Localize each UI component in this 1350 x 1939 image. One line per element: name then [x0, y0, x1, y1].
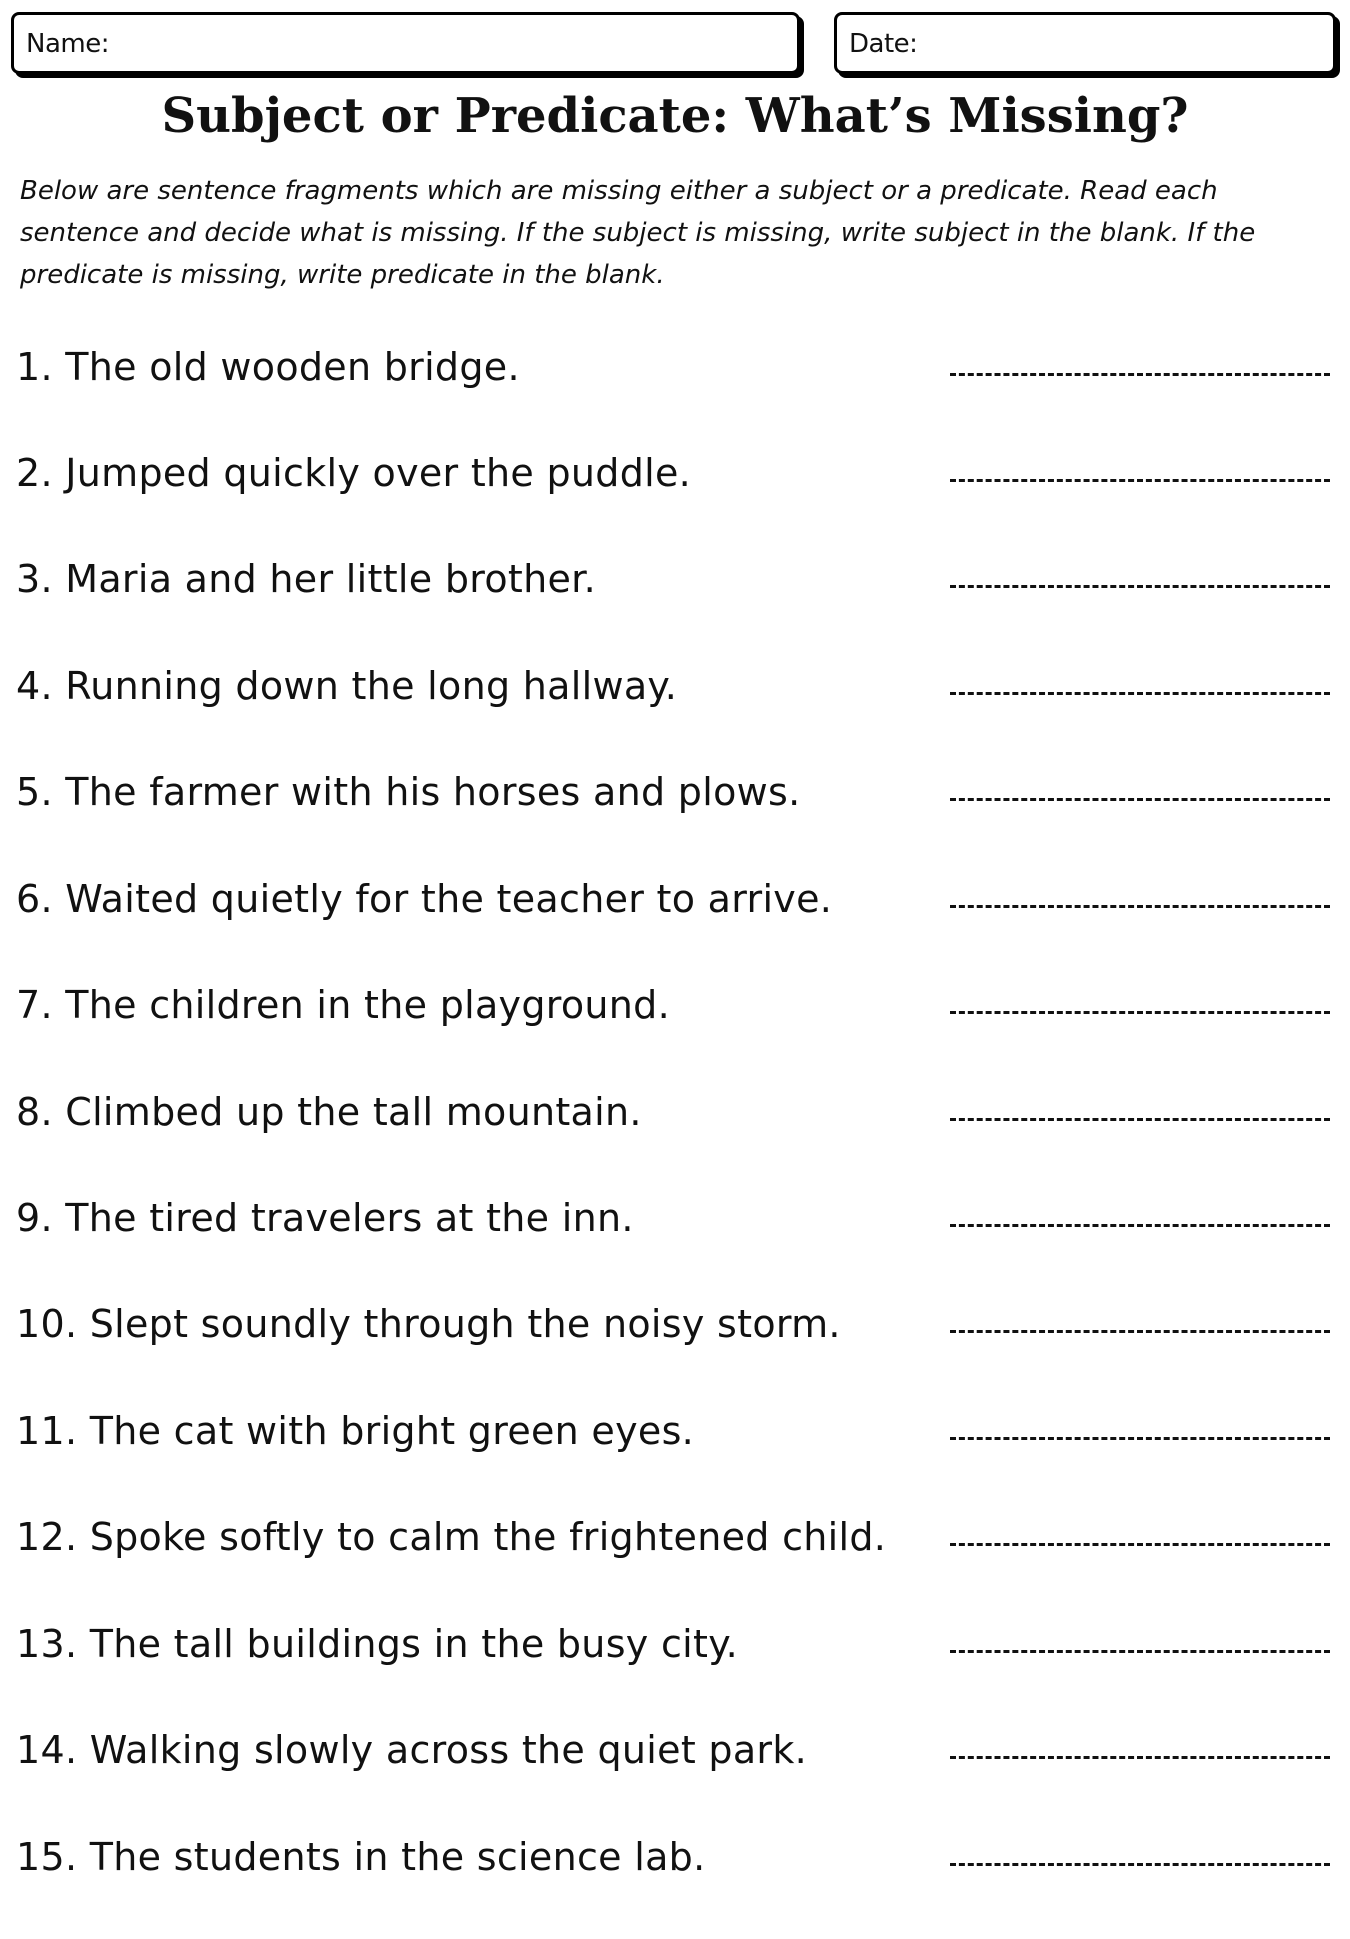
question-text: 3. Maria and her little brother. [16, 557, 596, 601]
question-item [0, 555, 1350, 661]
answer-blank[interactable] [950, 1118, 1330, 1121]
answer-blank[interactable] [950, 1224, 1330, 1227]
question-text: 4. Running down the long hallway. [16, 664, 678, 708]
question-text: 14. Walking slowly across the quiet park. [16, 1728, 808, 1772]
answer-blank[interactable] [950, 1330, 1330, 1333]
question-text: 10. Slept soundly through the noisy storm. [16, 1302, 841, 1346]
question-text: 8. Climbed up the tall mountain. [16, 1090, 642, 1134]
question-item [0, 981, 1350, 1087]
date-label: Date: [849, 29, 918, 59]
question-item [0, 662, 1350, 768]
answer-blank[interactable] [950, 905, 1330, 908]
question-item [0, 1726, 1350, 1832]
question-text: 13. The tall buildings in the busy city. [16, 1622, 738, 1666]
question-item [0, 1088, 1350, 1194]
question-text: 6. Waited quietly for the teacher to arrive. [16, 877, 833, 921]
question-text: 1. The old wooden bridge. [16, 345, 520, 389]
question-item [0, 875, 1350, 981]
question-item [0, 1833, 1350, 1939]
name-label: Name: [26, 29, 109, 59]
question-item [0, 1620, 1350, 1726]
answer-blank[interactable] [950, 1863, 1330, 1866]
answer-blank[interactable] [950, 1756, 1330, 1759]
question-text: 12. Spoke softly to calm the frightened child. [16, 1515, 887, 1559]
question-text: 5. The farmer with his horses and plows. [16, 770, 801, 814]
date-field[interactable] [834, 12, 1336, 74]
instructions: Below are sentence fragments which are missing either a subject or a predicate. Read each sentence and decide what is missing. If the subject is missing, write subject in the blank. If the predicate is missing, write predicate in the blank. [20, 176, 1256, 290]
answer-blank[interactable] [950, 585, 1330, 588]
answer-blank[interactable] [950, 479, 1330, 482]
question-item [0, 343, 1350, 449]
question-item [0, 1513, 1350, 1619]
question-item [0, 1300, 1350, 1406]
question-text: 7. The children in the playground. [16, 983, 670, 1027]
question-text: 11. The cat with bright green eyes. [16, 1409, 695, 1453]
question-text: 9. The tired travelers at the inn. [16, 1196, 634, 1240]
answer-blank[interactable] [950, 373, 1330, 376]
question-text: 2. Jumped quickly over the puddle. [16, 451, 692, 495]
answer-blank[interactable] [950, 1650, 1330, 1653]
question-item [0, 449, 1350, 555]
worksheet-title: Subject or Predicate: What’s Missing? [161, 88, 1189, 144]
answer-blank[interactable] [950, 798, 1330, 801]
question-item [0, 1194, 1350, 1300]
answer-blank[interactable] [950, 1437, 1330, 1440]
answer-blank[interactable] [950, 1543, 1330, 1546]
answer-blank[interactable] [950, 1011, 1330, 1014]
question-item [0, 768, 1350, 874]
answer-blank[interactable] [950, 692, 1330, 695]
question-text: 15. The students in the science lab. [16, 1835, 706, 1879]
name-field[interactable] [11, 12, 800, 74]
question-item [0, 1407, 1350, 1513]
